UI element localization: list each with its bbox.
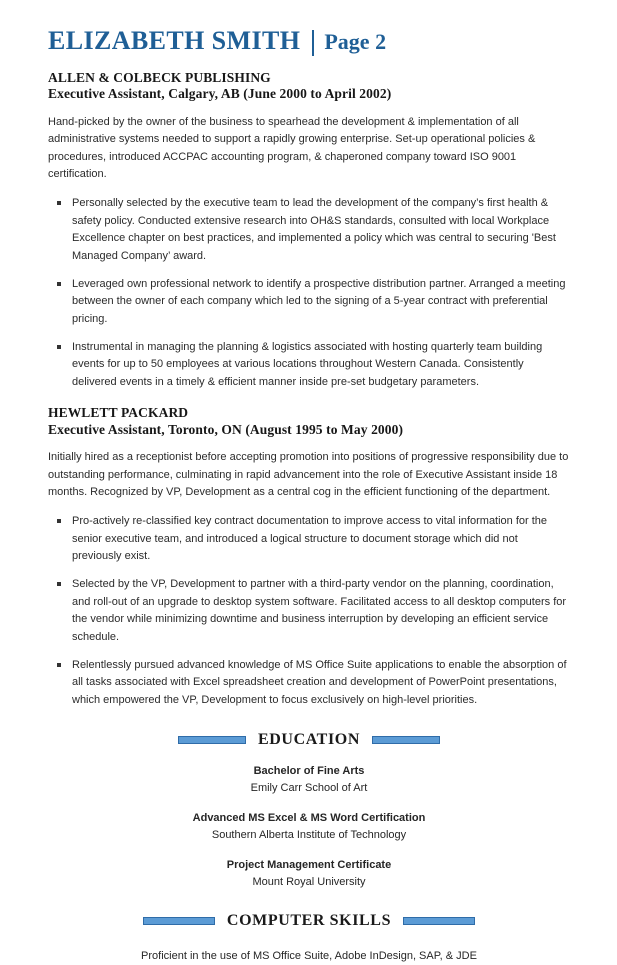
job-bullet: [48, 276, 570, 328]
job-summary: Hand-picked by the owner of the business to spearhead the development & implementation of all administrative systems needed to support a rapidly growing enterprise. Set-up operational policies & procedures, introduced ACCPAC accounting program, & chaperoned company toward ISO 9001 certification.: [48, 115, 536, 181]
section-title: EDUCATION: [257, 731, 360, 748]
job-bullet: [48, 576, 570, 646]
experience-entry: [48, 405, 570, 709]
education-degree: Advanced MS Excel & MS Word Certification: [192, 812, 426, 824]
section-title: COMPUTER SKILLS: [226, 912, 392, 929]
education-section-header: [48, 731, 570, 749]
document-header: [0, 0, 617, 54]
job-bullet: [48, 513, 570, 565]
education-entry: [48, 857, 570, 890]
square-bullet-icon: [57, 663, 61, 667]
page-number-label: Page 2: [324, 29, 387, 54]
computer-skills-text: Proficient in the use of MS Office Suite, Adobe InDesign, SAP, & JDE: [141, 950, 477, 962]
job-bullet-list: [48, 195, 570, 391]
candidate-name: ELIZABETH SMITH: [48, 26, 301, 55]
job-bullet: [48, 339, 570, 391]
education-entry: [48, 763, 570, 796]
job-bullet-text: Pro-actively re-classified key contract documentation to improve access to vital information for the senior executive team, and introduced a logical structure to document storage which did not previously exist.: [72, 515, 548, 562]
education-school: Southern Alberta Institute of Technology: [211, 828, 407, 841]
education-degree: Project Management Certificate: [226, 859, 392, 871]
section-rule-left: [178, 736, 246, 744]
job-company: ALLEN & COLBECK PUBLISHING: [48, 70, 271, 85]
job-bullet-text: Relentlessly pursued advanced knowledge of MS Office Suite applications to enable the absorption of all tasks associated with Excel spreadsheet creation and development of PowerPoint presentations, which empowered the VP, Development to focus exclusively on high-level priorities.: [72, 658, 567, 706]
square-bullet-icon: [57, 582, 61, 586]
job-bullet-text: Leveraged own professional network to identify a prospective distribution partner. Arranged a meeting between the owner of each company which led to the signing of a 5-year contract with preferential pricing.: [72, 277, 566, 325]
square-bullet-icon: [57, 345, 61, 349]
education-entry: [48, 810, 570, 843]
square-bullet-icon: [57, 282, 61, 286]
square-bullet-icon: [57, 519, 61, 523]
section-rule-left: [143, 917, 215, 925]
resume-content: [0, 70, 617, 965]
job-bullet: [48, 195, 570, 265]
job-role: Executive Assistant, Calgary, AB (June 2000 to April 2002): [48, 86, 392, 102]
section-rule-right: [403, 917, 475, 925]
job-bullet-text: Selected by the VP, Development to partner with a third-party vendor on the planning, coordination, and roll-out of an upgrade to desktop system software. Facilitated access to all desktop computers for the vendor while minimizing downtime and business interruption by developing an efficient service schedule.: [72, 578, 567, 643]
job-summary: Initially hired as a receptionist before accepting promotion into positions of progressive responsibility due to outstanding performance, culminating in rapid advancement into the role of Executive Assistant inside 18 months. Recognized by VP, Development as a central cog in the efficient functioning of the department.: [48, 451, 569, 498]
job-company: HEWLETT PACKARD: [48, 405, 189, 421]
experience-entry: [48, 70, 570, 391]
computer-skills-section-header: [48, 912, 570, 930]
header-divider: [312, 30, 314, 56]
education-list: [48, 763, 570, 890]
job-role: Executive Assistant, Toronto, ON (August 1995 to May 2000): [48, 421, 404, 437]
section-rule-right: [372, 736, 440, 744]
job-bullet-list: [48, 513, 570, 709]
job-bullet-text: Instrumental in managing the planning & logistics associated with hosting quarterly team building events for up to 50 employees at various locations throughout Western Canada. Consistently delivered events in a timely & efficient manner inside pre-set budgetary parameters.: [72, 341, 543, 388]
education-school: Emily Carr School of Art: [250, 781, 368, 794]
square-bullet-icon: [57, 201, 61, 205]
job-bullet-text: Personally selected by the executive team to lead the development of the company’s first health & safety policy. Conducted extensive research into OH&S standards, consulted with local Workplace Excellence chapter on best practices, and implemented a policy which was central to securing 'Best Managed Company’ award.: [72, 197, 556, 262]
education-degree: Bachelor of Fine Arts: [253, 765, 365, 777]
job-bullet: [48, 657, 570, 709]
education-school: Mount Royal University: [252, 875, 366, 888]
